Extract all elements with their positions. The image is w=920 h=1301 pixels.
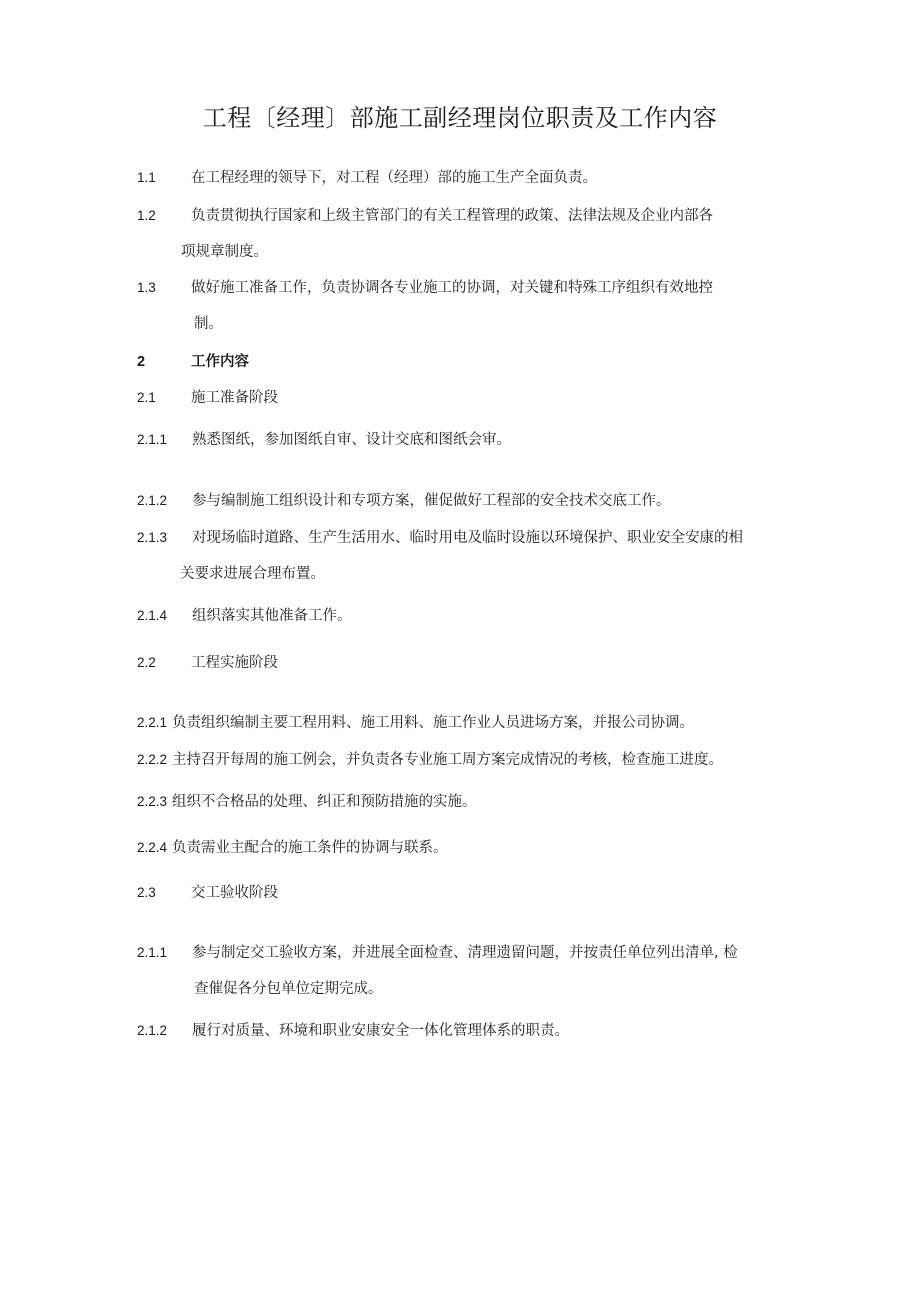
clause-number: 2.3 — [137, 885, 156, 900]
clause-number: 2.1.2 — [137, 1023, 168, 1038]
clause-text: 履行对质量、环境和职业安康安全一体化管理体系的职责。 — [192, 1023, 569, 1039]
clause-number: 2.2 — [137, 655, 156, 670]
clause-number: 2.1 — [137, 390, 156, 405]
clause-number: 2.1.2 — [137, 493, 168, 508]
clause-number: 2.2.1 — [137, 715, 168, 730]
clause-number: 1.1 — [137, 170, 156, 185]
clause-text: 熟悉图纸，参加图纸自审、设计交底和图纸会审。 — [192, 432, 511, 448]
clause-text: 负责贯彻执行国家和上级主管部门的有关工程管理的政策、法律法规及企业内部各 — [191, 208, 713, 224]
clause-text: 参与编制施工组织设计和专项方案，催促做好工程部的安全技术交底工作。 — [192, 493, 671, 509]
clause-number: 2.2.2 — [137, 752, 168, 767]
clause-text: 对现场临时道路、生产生活用水、临时用电及临时设施以环境保护、职业安全安康的相 — [192, 530, 743, 546]
clause-text: 主持召开每周的施工例会，并负责各专业施工周方案完成情况的考核，检查施工进度。 — [172, 752, 723, 768]
document-title: 工程〔经理〕部施工副经理岗位职责及工作内容 — [202, 104, 718, 132]
clause-text: 工程实施阶段 — [191, 655, 278, 671]
clause-number: 2.1.1 — [137, 945, 168, 960]
clause-text: 组织落实其他准备工作。 — [192, 608, 352, 624]
clause-text: 参与制定交工验收方案，并进展全面检查、清理遗留问题，并按责任单位列出清单, 检 — [192, 945, 738, 961]
clause-text-continuation: 关要求进展合理布置。 — [180, 566, 325, 582]
section-number: 2 — [137, 354, 146, 370]
clause-text: 施工准备阶段 — [191, 390, 278, 406]
clause-text-continuation: 项规章制度。 — [181, 244, 268, 260]
clause-text: 组织不合格品的处理、纠正和预防措施的实施。 — [172, 794, 477, 810]
clause-number: 2.2.4 — [137, 840, 168, 855]
clause-number: 2.1.4 — [137, 608, 168, 623]
clause-text: 在工程经理的领导下，对工程（经理）部的施工生产全面负责。 — [191, 170, 597, 186]
clause-text-continuation: 制。 — [194, 316, 223, 332]
clause-text-continuation: 查催促各分包单位定期完成。 — [194, 981, 383, 997]
clause-text: 负责需业主配合的施工条件的协调与联系。 — [172, 840, 448, 856]
clause-number: 2.1.3 — [137, 530, 168, 545]
clause-text: 负责组织编制主要工程用料、施工用料、施工作业人员进场方案，并报公司协调。 — [172, 715, 694, 731]
clause-text: 交工验收阶段 — [191, 885, 278, 901]
clause-number: 1.3 — [137, 280, 156, 295]
clause-number: 2.2.3 — [137, 794, 168, 809]
clause-text: 做好施工准备工作，负责协调各专业施工的协调，对关键和特殊工序组织有效地控 — [191, 280, 713, 296]
clause-number: 1.2 — [137, 208, 156, 223]
section-title: 工作内容 — [191, 354, 249, 370]
clause-number: 2.1.1 — [137, 432, 168, 447]
